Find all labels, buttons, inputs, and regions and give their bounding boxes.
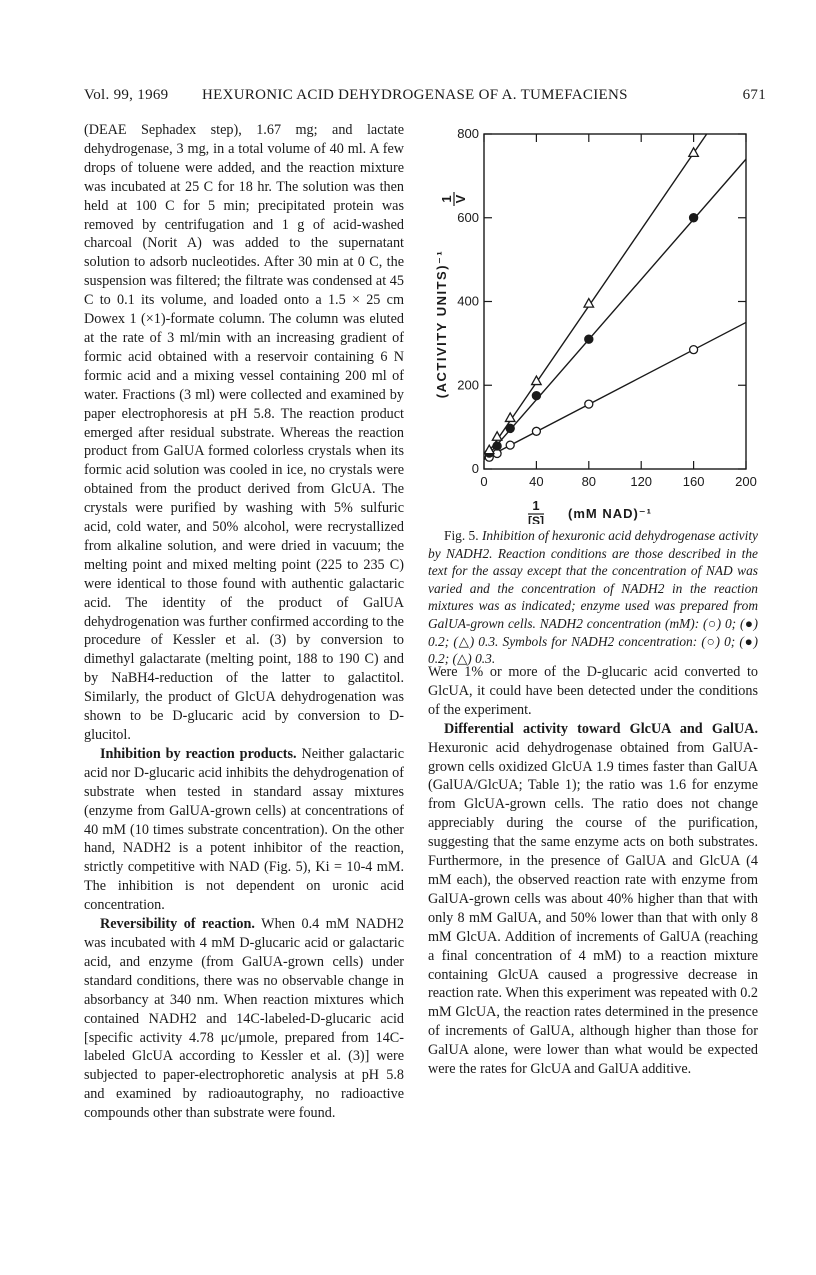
y-tick-label: 0 [471, 461, 479, 476]
x-axis-fraction-den: [S] [528, 514, 544, 524]
axis-tick-labels [457, 126, 757, 489]
paragraph-detection: Were 1% or more of the D-glucaric acid converted to GlcUA, it could have been detected under the conditions of the experiment. [428, 664, 758, 718]
filled-circle-point [585, 335, 593, 343]
x-tick-label: 160 [682, 474, 705, 489]
axis-ticks [484, 134, 746, 469]
figure-caption [428, 527, 758, 668]
section-heading-reversibility: Reversibility of reaction. [100, 916, 255, 933]
caption-text [428, 527, 758, 668]
chart-svg [428, 124, 766, 524]
open-circle-point [506, 441, 514, 449]
x-axis-label [528, 498, 652, 524]
open-triangle-point [505, 413, 515, 422]
x-tick-label: 40 [529, 474, 544, 489]
y-axis-fraction-den: V [453, 194, 468, 204]
y-axis-label [434, 250, 449, 398]
paragraph-differential [428, 720, 758, 1079]
right-column [428, 663, 758, 1079]
fit-lines [484, 134, 746, 460]
filled-circle-point [532, 392, 540, 400]
plot-frame [484, 134, 746, 469]
running-header [84, 87, 766, 109]
figure-label: Fig. 5. [444, 528, 479, 543]
x-axis-units: (mM NAD)⁻¹ [567, 506, 653, 521]
section-heading-inhibition: Inhibition by reaction products. [100, 745, 297, 762]
y-axis-fraction-num: 1 [439, 195, 454, 203]
open-circle-point [585, 400, 593, 408]
x-tick-label: 0 [480, 474, 488, 489]
paragraph-methods: (DEAE Sephadex step), 1.67 mg; and lactate dehydrogenase, 3 mg, in a total volume of 40 ml. A few drops of toluene were added, and the reaction mixture was incubated at 25 C for 18 hr. The solution was then held at 100 C for 5 min; precipitated protein was removed by centrifugation and 1 g of acid-washed charcoal (Norit A) was added to the supernatant solution to adsorb nucleotides. After 30 min at 0 C, the suspension was filtered; the filtrate was condensed at 45 C to 0.1 its volume, and loaded onto a 1.5 × 25 cm Dowex 1 (×1)-formate column. The column was eluted at the rate of 3 ml/min with an increasing gradient of formic acid obtained with a reservoir containing 6 N formic acid and a mixing vessel containing 200 ml of water. Fractions (3 ml) were collected and examined by paper electrophoresis at pH 5.8. The reaction product emerged after residual substrate. Whereas the reaction product from GalUA formed colorless crystals when its formic acid solution was cooled in ice, no crystals were obtained from the product derived from GlcUA. The crystals were purified by washing with 5% sulfuric acid, cold water, and 50% alcohol, were recrystallized from alkaline solution, and were dried in vacuum; the melting point and mixed melting point (225 to 235 C) were identical to those found with authentic galactaric acid. The identity of the product of GalUA dehydrogenation was further confirmed according to the procedure of Kessler et al. (3) by conversion to dimethyl galactarate (melting point, 188 to 190 C) and by NaBH4-reduction of the latter to galactitol. Similarly, the product of GlcUA dehydrogenation was shown to be D-glucaric acid by conversion to D-glucitol. [84, 122, 404, 743]
figure-5 [428, 124, 766, 524]
plot-border [484, 134, 746, 469]
x-axis-fraction-num: 1 [532, 498, 540, 513]
open-circle-point [690, 346, 698, 354]
x-tick-label: 120 [630, 474, 653, 489]
filled-circle-point [493, 442, 501, 450]
x-tick-label: 200 [735, 474, 757, 489]
open-triangle-point [584, 299, 594, 308]
paragraph-reversibility-body: When 0.4 mM NADH2 was incubated with 4 mM D-glucaric acid or galactaric acid, and enzyme (from GalUA-grown cells) under standard conditions, there was no observable change in absorbancy at 340 nm. When reaction mixtures which contained NADH2 and 14C-labeled-D-glucaric acid [specific activity 4.78 μc/μmole, prepared from 14C-labeled GlcUA according to Kessler et al. (3)] were subjected to paper-electrophoretic analysis at pH 5.8 and examined by radioautography, no radioactive compounds other than substrate were found. [84, 916, 404, 1122]
y-tick-label: 800 [457, 126, 479, 141]
y-tick-label: 600 [457, 209, 479, 225]
y-tick-label: 200 [457, 377, 479, 393]
y-axis-fraction [439, 192, 468, 206]
left-column [84, 121, 404, 1123]
caption-body: Inhibition of hexuronic acid dehydrogenase activity by NADH2. Reaction conditions are those described in the text for the assay except that the concentration of NAD was varied and the concentration of NADH2 in the reaction mixtures was as indicated; enzyme used was prepared from GalUA-grown cells. NADH2 concentration (mM): (○) 0; (●) 0.2; (△) 0.3. Symbols for NADH2 concentration: (○) 0; (●) 0.2; (△) 0.3. [428, 528, 759, 667]
paragraph-differential-body: Hexuronic acid dehydrogenase obtained from GalUA-grown cells oxidized GlcUA 1.9 times faster than GalUA (GalUA/GlcUA; Table 1); the ratio was 1.6 for enzyme from GlcUA-grown cells. The ratio does not change appreciably during the course of the purification, suggesting that the same enzyme acts on both substrates. Furthermore, in the presence of GalUA and GlcUA (4 mM each), the observed reaction rate with enzyme from GalUA-grown cells was about 40% higher than that with only 8 mM GalUA, and 50% lower than that with only 8 mM GlcUA. Addition of increments of GalUA (reaching a final concentration of 4 mM) to a reaction mixture containing GlcUA caused a progressive decrease in reaction rate. When this experiment was repeated with 0.2 mM GlcUA, the reaction rates determined in the presence of increments of GalUA, although higher than those for GalUA alone, were lower than what would be expected were the rates for GlcUA and GalUA additive. [428, 739, 758, 1078]
series-line [484, 159, 746, 460]
paragraph-reversibility [84, 915, 404, 1123]
page-number: 671 [742, 87, 766, 103]
y-axis-units: (ACTIVITY UNITS)⁻¹ [434, 249, 449, 399]
series-line [484, 134, 707, 459]
volume-label: Vol. 99, 1969 [84, 87, 169, 103]
running-title: HEXURONIC ACID DEHYDROGENASE OF A. TUMEFACIENS [202, 87, 628, 103]
paragraph-inhibition [84, 745, 404, 915]
filled-circle-point [689, 214, 697, 222]
filled-circle-point [506, 424, 514, 432]
x-tick-label: 80 [581, 474, 597, 489]
series-line [484, 322, 746, 459]
y-tick-label: 400 [457, 293, 479, 309]
section-heading-differential: Differential activity toward GlcUA and GalUA. [444, 720, 758, 737]
paragraph-inhibition-body: Neither galactaric acid nor D-glucaric acid inhibits the dehydrogenation of substrate when tested in standard assay mixtures (enzyme from GalUA-grown cells) at concentrations of 40 mM (10 times substrate concentration). On the other hand, NADH2 is a potent inhibitor of the reaction, strictly competitive with NAD (Fig. 5), Ki = 10-4 mM. The inhibition is not dependent on uronic acid concentration. [84, 745, 404, 914]
open-circle-point [532, 427, 540, 435]
data-points [484, 148, 698, 461]
